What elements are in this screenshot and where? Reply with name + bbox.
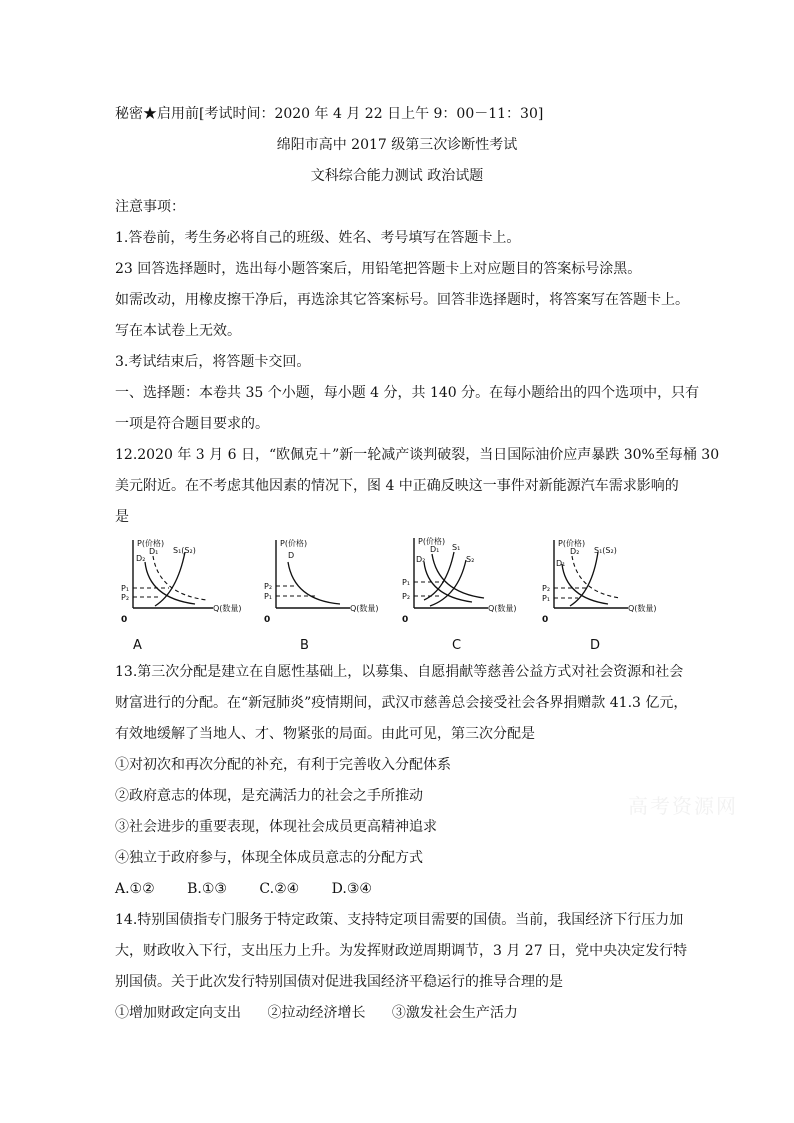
- q13-item-1: ①对初次和再次分配的补充，有利于完善收入分配体系: [115, 757, 451, 773]
- q12-stem: 12.2020 年 3 月 6 日，“欧佩克＋”新一轮减产谈判破裂，当日国际油价应声暴跌 30%至每桶 30: [115, 447, 720, 463]
- p1-label: P₁: [121, 584, 130, 593]
- q14-item-3: ③激发社会生产活力: [391, 1005, 518, 1021]
- p2-label: P₂: [542, 584, 551, 593]
- exam-subtitle: 文科综合能力测试 政治试题: [310, 168, 484, 184]
- q14-items: [115, 1003, 690, 1023]
- notice-item-3: 3.考试结束后，将答题卡交回。: [115, 354, 311, 370]
- section1-intro: 一、选择题：本卷共 35 个小题，每小题 4 分，共 140 分。在每小题给出的四个选项中，只有: [115, 385, 700, 401]
- notice-heading: 注意事项：: [115, 199, 185, 215]
- d2-label: D₂: [416, 555, 426, 564]
- graph-c: [396, 536, 536, 656]
- d1-label: D₁: [430, 545, 440, 554]
- graph-a: [115, 536, 255, 656]
- y-axis-label: P(价格): [137, 539, 165, 548]
- demand-curve-d1: [432, 554, 484, 598]
- d2-label: D₂: [136, 554, 146, 563]
- p2-label: P₂: [121, 593, 130, 602]
- notice-item-2-end: 写在本试卷上无效。: [115, 323, 241, 339]
- graph-b: [258, 536, 398, 656]
- demand-curve: [288, 562, 340, 604]
- s-label: S₁(S₂): [594, 546, 617, 555]
- s2-label: S₂: [466, 555, 475, 564]
- secret-line: 秘密★启用前[考试时间：2020 年 4 月 22 日上午 9：00－11：30]: [115, 106, 544, 122]
- q13-option-b: B.①③: [187, 881, 227, 897]
- q13-item-4: ④独立于政府参与，体现全体成员意志的分配方式: [115, 850, 423, 866]
- q14-item-1: ①增加财政定向支出: [115, 1005, 241, 1021]
- supply-curve: [155, 552, 185, 606]
- s1-label: S₁: [452, 543, 461, 552]
- q14-item-2: ②拉动经济增长: [267, 1005, 366, 1021]
- supply-curve: [570, 552, 598, 606]
- q13-option-d: D.③④: [331, 881, 372, 897]
- p2-label: P₂: [402, 592, 411, 601]
- origin-label: 0: [121, 615, 128, 625]
- p2-label: P₂: [264, 582, 273, 591]
- q12-stem-cont: 美元附近。在不考虑其他因素的情况下，图 4 中正确反映这一事件对新能源汽车需求影响的: [115, 478, 679, 494]
- p1-label: P₁: [402, 578, 411, 587]
- graph-caption: B: [300, 638, 309, 653]
- graph-caption: A: [133, 638, 142, 653]
- demand-curve-d2: [145, 562, 195, 604]
- origin-label: 0: [542, 615, 549, 625]
- x-axis-label: Q(数量): [628, 604, 657, 613]
- notice-item-1: 1.答卷前，考生务必将自己的班级、姓名、考号填写在答题卡上。: [115, 230, 521, 246]
- q12-stem-end: 是: [115, 509, 129, 525]
- graph-d: [536, 536, 676, 656]
- origin-label: 0: [264, 615, 271, 625]
- q13-item-2: ②政府意志的体现，是充满活力的社会之手所推动: [115, 788, 423, 804]
- s-label: S₁(S₂): [173, 546, 196, 555]
- q13-option-a: A.①②: [115, 881, 155, 897]
- q13-options: [115, 879, 690, 899]
- p1-label: P₁: [542, 594, 551, 603]
- y-axis-label: P(价格): [418, 537, 446, 546]
- p1-label: P₁: [264, 592, 273, 601]
- q13-stem-cont: 财富进行的分配。在“新冠肺炎”疫情期间，武汉市慈善总会接受社会各界捐赠款 41.3 亿元，: [115, 695, 688, 711]
- demand-curve-d1: [153, 556, 207, 600]
- q14-stem: 14.特别国债指专门服务于特定政策、支持特定项目需要的国债。当前，我国经济下行压力加: [115, 912, 684, 928]
- x-axis-label: Q(数量): [488, 604, 517, 613]
- d1-label: D₁: [149, 547, 159, 556]
- section1-intro-cont: 一项是符合题目要求的。: [115, 416, 269, 432]
- q13-stem-end: 有效地缓解了当地人、才、物紧张的局面。由此可见，第三次分配是: [115, 726, 535, 742]
- watermark: 高考资源网: [628, 794, 738, 818]
- y-axis-label: P(价格): [558, 539, 586, 548]
- origin-label: 0: [402, 615, 409, 625]
- graph-caption: C: [452, 638, 462, 653]
- d1-label: D₁: [556, 559, 566, 568]
- y-axis-label: P(价格): [280, 539, 308, 548]
- q13-option-c: C.②④: [259, 881, 300, 897]
- notice-item-2: 23 回答选择题时，选出每小题答案后，用铅笔把答题卡上对应题目的答案标号涂黑。: [115, 261, 642, 277]
- exam-title: 绵阳市高中 2017 级第三次诊断性考试: [276, 137, 518, 153]
- q13-stem: 13.第三次分配是建立在自愿性基础上，以募集、自愿捐献等慈善公益方式对社会资源和社会: [115, 664, 684, 680]
- q13-item-3: ③社会进步的重要表现，体现社会成员更高精神追求: [115, 819, 437, 835]
- graph-caption: D: [590, 638, 601, 653]
- d2-label: D₂: [570, 547, 580, 556]
- notice-item-2-cont: 如需改动，用橡皮擦干净后，再选涂其它答案标号。回答非选择题时，将答案写在答题卡上。: [115, 292, 689, 308]
- q14-stem-end: 别国债。关于此次发行特别国债对促进我国经济平稳运行的推导合理的是: [115, 974, 563, 990]
- q14-stem-cont: 大，财政收入下行，支出压力上升。为发挥财政逆周期调节，3 月 27 日，党中央决定发行特: [115, 943, 688, 959]
- x-axis-label: Q(数量): [350, 604, 379, 613]
- x-axis-label: Q(数量): [213, 604, 242, 613]
- d-label: D: [288, 551, 295, 560]
